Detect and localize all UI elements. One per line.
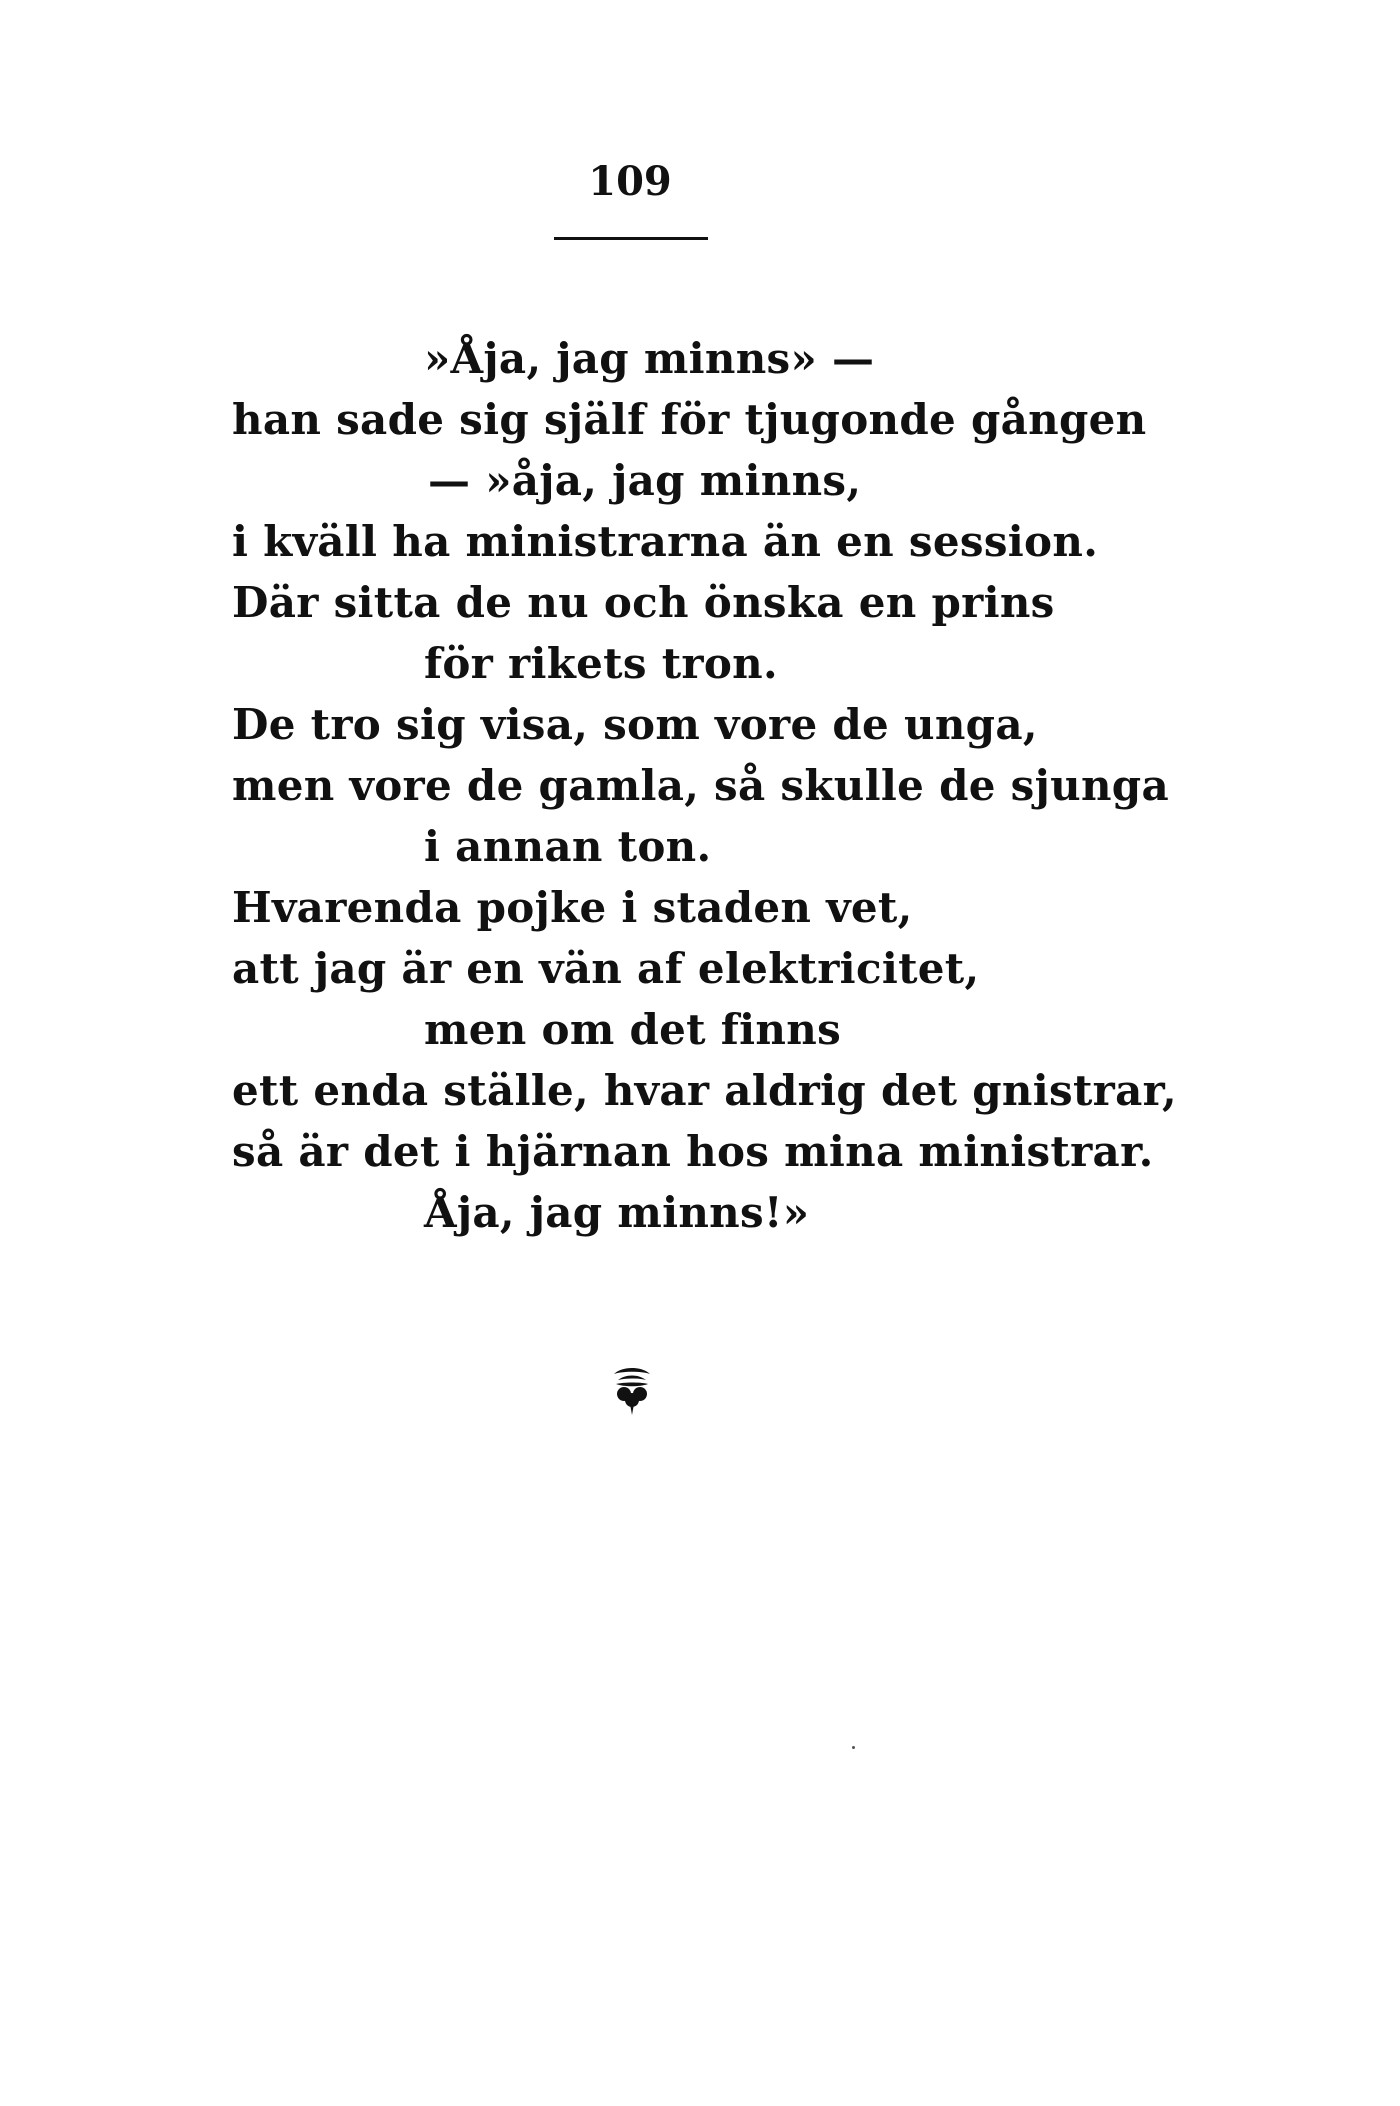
poem-line: i kväll ha ministrarna än en session. xyxy=(232,517,1099,566)
poem-line: Åja, jag minns!» xyxy=(424,1188,810,1237)
poem-line: Där sitta de nu och önska en prins xyxy=(232,578,1055,627)
poem-line: i annan ton. xyxy=(424,822,712,871)
page-number: 109 xyxy=(588,158,672,205)
paper-speck xyxy=(852,1746,855,1749)
poem-line: han sade sig själf för tjugonde gången xyxy=(232,395,1147,444)
poem xyxy=(232,328,1177,1243)
poem-line: Hvarenda pojke i staden vet, xyxy=(232,883,913,932)
poem-line: — »åja, jag minns, xyxy=(428,456,862,505)
floral-fleuron-icon xyxy=(610,1364,654,1416)
poem-line: De tro sig visa, som vore de unga, xyxy=(232,700,1038,749)
poem-line: men om det finns xyxy=(424,1005,842,1054)
poem-line: men vore de gamla, så skulle de sjunga xyxy=(232,761,1169,810)
poem-line: så är det i hjärnan hos mina ministrar. xyxy=(232,1127,1154,1176)
poem-line: att jag är en vän af elektricitet, xyxy=(232,944,980,993)
poem-line: ett enda ställe, hvar aldrig det gnistrar, xyxy=(232,1066,1177,1115)
header-rule xyxy=(554,237,708,240)
poem-line: »Åja, jag minns» — xyxy=(424,334,875,383)
poem-line: för rikets tron. xyxy=(424,639,778,688)
